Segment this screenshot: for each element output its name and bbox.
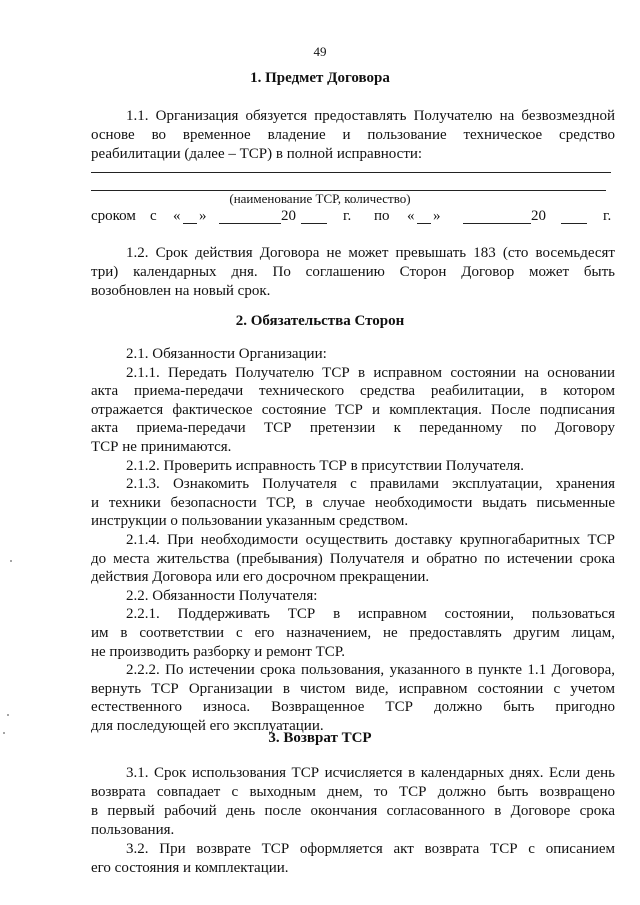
text-line: основе во временное владение и пользование техническое средство [91,127,615,143]
section-2-title: 2. Обязательства Сторон [235,313,405,329]
year-suffix: г. [343,208,352,224]
text-line: 2.1.4. При необходимости осуществить доставку крупногабаритных ТСР [126,531,615,548]
text-line: естественного износа. Возвращенное ТСР должно быть пригодно [91,699,615,716]
text-line: три) календарных дня. По соглашению Сторон Договор может быть [91,264,615,280]
year-blank [301,223,327,224]
text-line: действия Договора или его досрочном прекращении. [91,569,430,586]
paragraph-1-1 [91,107,615,164]
fill-in-line [91,172,611,173]
text-line: акта приема-передачи ТСР претензии к переданному по Договору [91,420,615,437]
text-line: 2.2.1. Поддерживать ТСР в исправном состоянии, пользоваться [126,606,615,623]
field-caption: (наименование ТСР, количество) [229,191,411,206]
term-word: сроком [91,208,136,224]
text-line: и техники безопасности ТСР, в случае необходимости выдать письменные [91,494,615,511]
text-line: для последующей его эксплуатации. [91,717,324,734]
paragraph-1-2 [91,244,615,301]
text-line: 1.1. Организация обязуется предоставлять Получателю на безвозмездной [126,108,615,124]
text-line: отражается фактическое состояние ТСР и комплектация. После подписания [91,401,615,418]
text-line: 2.2. Обязанности Получателя: [126,587,318,604]
quote-close: » [199,208,207,224]
year-suffix: г. [603,208,612,224]
text-line: возврата совпадает с выходным днем, то ТСР должно быть возвращено [91,784,615,800]
text-line: не производить разборку и ремонт ТСР. [91,643,345,660]
month-blank [219,223,281,224]
year-prefix: 20 [281,208,296,224]
section-1-title: 1. Предмет Договора [250,70,390,86]
year-blank [561,223,587,224]
text-line: 2.1.1. Передать Получателю ТСР в исправном состоянии на основании [126,364,615,381]
quote-open: « [407,208,415,224]
text-line: им в соответствии с его назначением, не предоставлять другим лицам, [91,624,615,641]
term-row [91,208,621,227]
text-line: реабилитации (далее – ТСР) в полной исправности: [91,146,423,162]
quote-close: » [433,208,441,224]
text-line: акта приема-передачи технического средства реабилитации, в котором [91,383,615,400]
text-line: 3.2. При возврате ТСР оформляется акт возврата ТСР с описанием [126,841,615,857]
text-line: ТСР не принимаются. [91,438,232,455]
term-word: по [374,208,390,224]
text-line: 3.1. Срок использования ТСР исчисляется в календарных днях. Если день [126,765,615,781]
text-line: 2.1.3. Ознакомить Получателя с правилами эксплуатации, хранения [126,476,615,493]
text-line: возобновлен на новый срок. [91,283,271,299]
year-prefix: 20 [531,208,546,224]
term-word: с [150,208,157,224]
section-2-body [91,345,615,735]
text-line: до места жительства (пребывания) Получателя и обратно по истечении срока [91,550,615,567]
scan-speck [7,714,9,716]
text-line: 2.1.2. Проверить исправность ТСР в присутствии Получателя. [126,457,525,474]
text-line: инструкции о пользовании указанным средством. [91,513,409,530]
day-blank [417,223,431,224]
text-line: в первый рабочий день после окончания согласованного в Договоре срока [91,803,615,819]
text-line: вернуть ТСР Организации в чистом виде, исправном состоянии с учетом [91,680,615,697]
text-line: пользования. [91,822,175,838]
month-blank [463,223,531,224]
text-line: его состояния и комплектации. [91,860,289,876]
quote-open: « [173,208,181,224]
text-line: 2.2.2. По истечении срока пользования, указанного в пункте 1.1 Договора, [126,662,615,679]
scan-speck [3,732,5,734]
section-3-body [91,764,615,878]
text-line: 1.2. Срок действия Договора не может превышать 183 (сто восемьдесят [126,245,615,261]
text-line: 2.1. Обязанности Организации: [126,346,327,362]
day-blank [183,223,197,224]
section-3-title: 3. Возврат ТСР [268,730,372,746]
scan-speck [10,560,12,562]
page-number: 49 [313,44,327,59]
